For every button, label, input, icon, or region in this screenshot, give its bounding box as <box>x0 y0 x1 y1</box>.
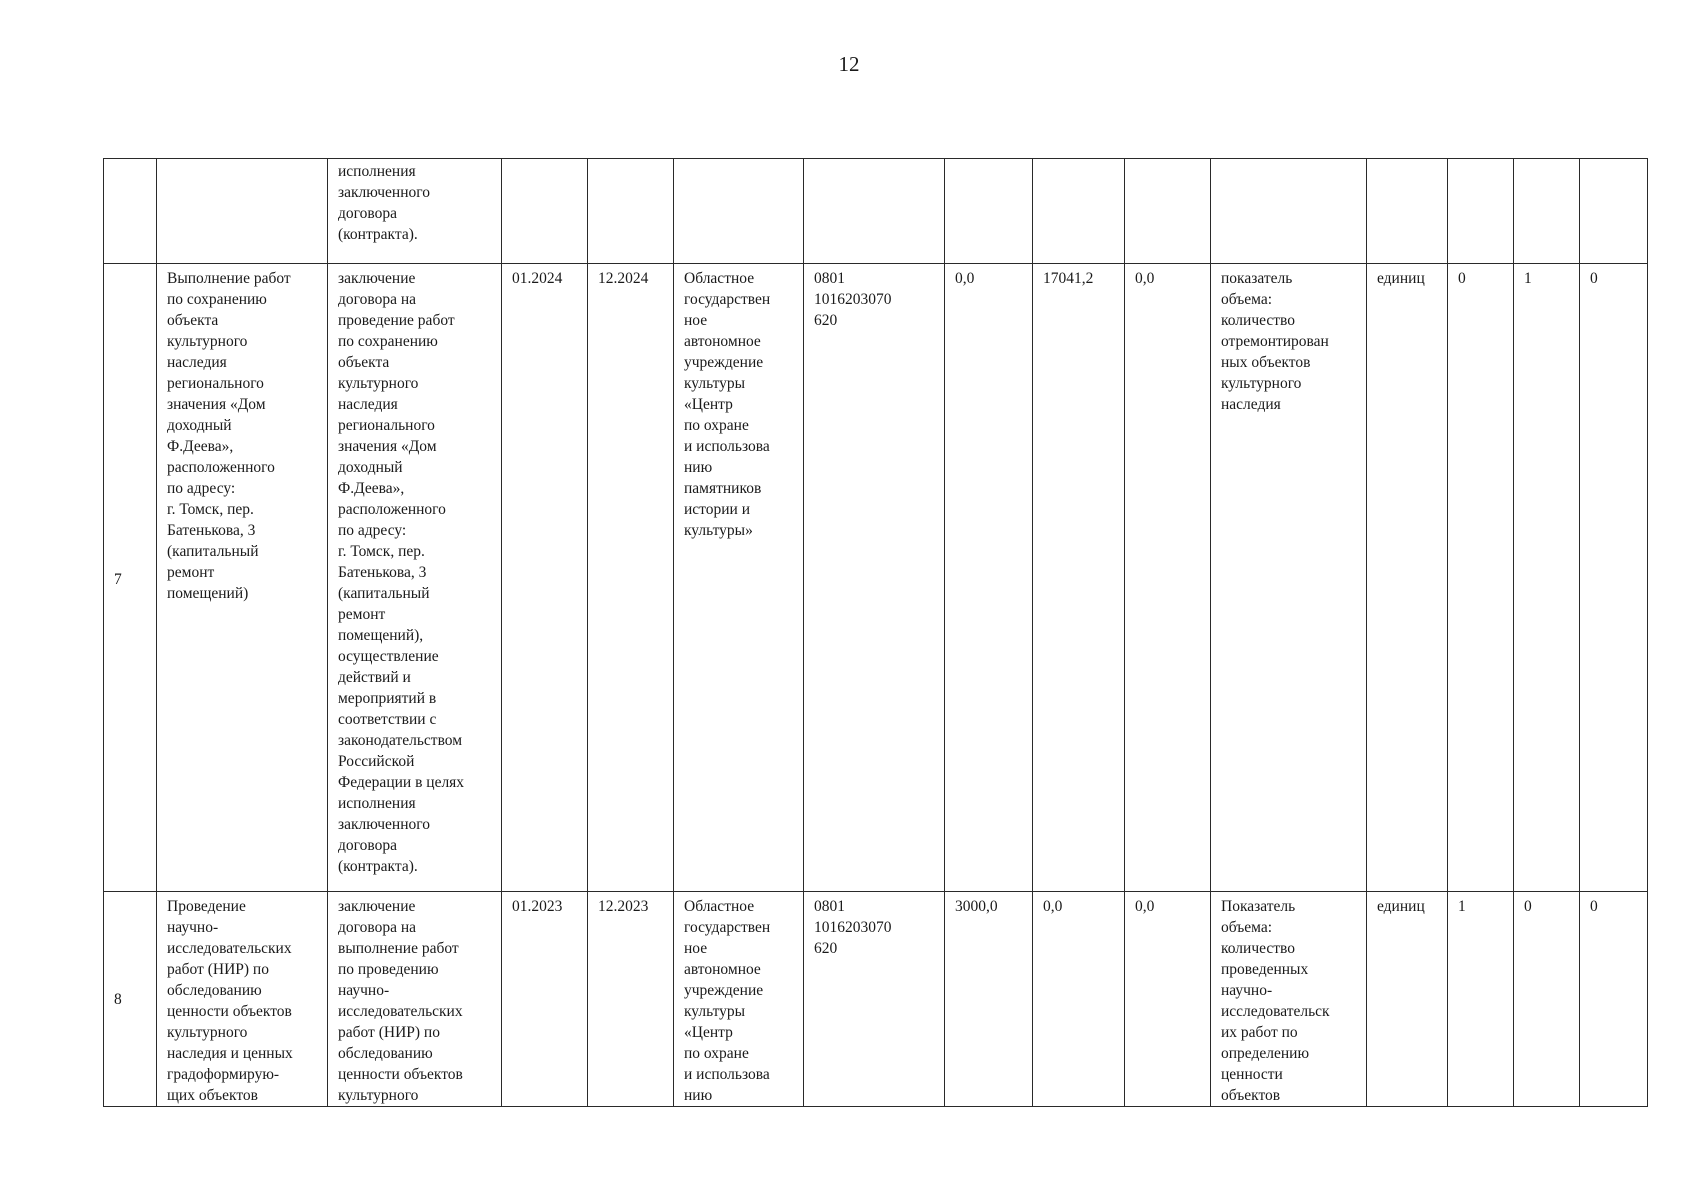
funding-year-1-cell: 3000,0 <box>945 892 1033 1107</box>
table-row <box>104 264 1648 892</box>
measure-content-cell: исполнения заключенного договора (контракта). <box>328 159 502 264</box>
budget-code-cell: 0801 1016203070 620 <box>804 264 945 892</box>
executor-cell: Областное государствен ное автономное учреждение культуры «Центр по охране и использова нию <box>674 892 804 1107</box>
row-number: 8 <box>104 892 157 1107</box>
indicator-year-3-cell <box>1580 159 1648 264</box>
funding-year-1-cell <box>945 159 1033 264</box>
start-date-cell: 01.2024 <box>502 264 588 892</box>
measure-name-cell: Выполнение работ по сохранению объекта культурного наследия регионального значения «Дом доходный Ф.Деева», расположенного по адресу: г. Томск, пер. Батенькова, 3 (капитальный ремонт помещений) <box>157 264 328 892</box>
indicator-year-2-cell: 1 <box>1514 264 1580 892</box>
funding-year-3-cell: 0,0 <box>1125 892 1211 1107</box>
unit-cell: единиц <box>1367 892 1448 1107</box>
indicator-year-1-cell: 0 <box>1448 264 1514 892</box>
funding-year-3-cell: 0,0 <box>1125 264 1211 892</box>
row-number: 7 <box>104 264 157 892</box>
indicator-year-1-cell: 1 <box>1448 892 1514 1107</box>
measures-table <box>103 158 1648 1107</box>
start-date-cell <box>502 159 588 264</box>
measure-name-cell <box>157 159 328 264</box>
funding-year-2-cell: 17041,2 <box>1033 264 1125 892</box>
indicator-cell: показатель объема: количество отремонтирован ных объектов культурного наследия <box>1211 264 1367 892</box>
end-date-cell: 12.2023 <box>588 892 674 1107</box>
unit-cell <box>1367 159 1448 264</box>
funding-year-3-cell <box>1125 159 1211 264</box>
table-row <box>104 892 1648 1107</box>
end-date-cell: 12.2024 <box>588 264 674 892</box>
indicator-year-3-cell: 0 <box>1580 892 1648 1107</box>
indicator-year-1-cell <box>1448 159 1514 264</box>
executor-cell <box>674 159 804 264</box>
measure-name-cell: Проведение научно- исследовательских работ (НИР) по обследованию ценности объектов культурного наследия и ценных градоформирую- щих объектов <box>157 892 328 1107</box>
indicator-cell <box>1211 159 1367 264</box>
row-number <box>104 159 157 264</box>
start-date-cell: 01.2023 <box>502 892 588 1107</box>
unit-cell: единиц <box>1367 264 1448 892</box>
funding-year-2-cell: 0,0 <box>1033 892 1125 1107</box>
funding-year-2-cell <box>1033 159 1125 264</box>
indicator-cell: Показатель объема: количество проведенных научно- исследовательск их работ по определению ценности объектов <box>1211 892 1367 1107</box>
indicator-year-2-cell <box>1514 159 1580 264</box>
page-number: 12 <box>838 52 860 76</box>
indicator-year-2-cell: 0 <box>1514 892 1580 1107</box>
funding-year-1-cell: 0,0 <box>945 264 1033 892</box>
budget-code-cell: 0801 1016203070 620 <box>804 892 945 1107</box>
budget-code-cell <box>804 159 945 264</box>
end-date-cell <box>588 159 674 264</box>
measure-content-cell: заключение договора на проведение работ по сохранению объекта культурного наследия регионального значения «Дом доходный Ф.Деева», расположенного по адресу: г. Томск, пер. Батенькова, 3 (капитальный ремонт помещений), осуществление действий и мероприятий в соответствии с законодательством Российской Федерации в целях исполнения заключенного договора (контракта). <box>328 264 502 892</box>
indicator-year-3-cell: 0 <box>1580 264 1648 892</box>
table-row <box>104 159 1648 264</box>
executor-cell: Областное государствен ное автономное учреждение культуры «Центр по охране и использова нию памятников истории и культуры» <box>674 264 804 892</box>
measure-content-cell: заключение договора на выполнение работ по проведению научно- исследовательских работ (НИР) по обследованию ценности объектов культурного <box>328 892 502 1107</box>
